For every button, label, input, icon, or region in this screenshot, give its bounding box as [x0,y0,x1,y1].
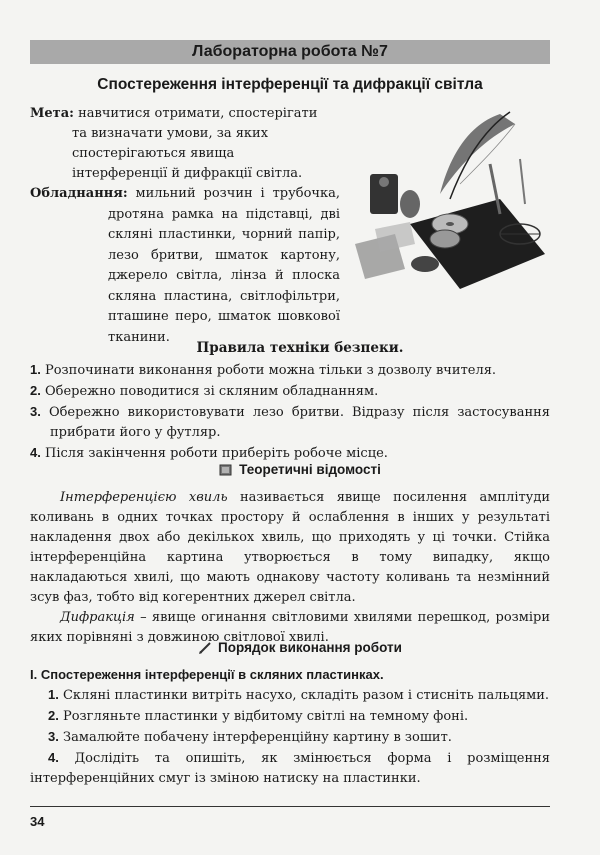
term-diffraction: Дифракція [60,610,135,625]
theory-section [30,488,550,648]
lab-title: Лабораторна робота №7 [192,43,388,60]
procedure-section [30,665,550,789]
procedure-heading: Порядок виконання роботи [218,640,402,655]
list-item: 3. Обережно використовувати лезо бритви. Відразу після застосування прибрати його у футляр. [30,404,550,440]
list-item: 2. Обережно поводитися зі скляним обладнанням. [30,383,379,399]
goal-section [30,104,330,184]
equipment-label: Обладнання: [30,186,128,201]
safety-heading: Правила техніки безпеки. [196,340,404,356]
equipment-photo [350,104,550,294]
page-number: 34 [30,814,45,829]
theory-paragraph-1: Інтерференцією хвиль називається явище посилення амплітуди коливань в одних точках простору й ослаблення в інших у результаті накладення двох або декількох хвиль, що приходять у ці точки. Стійка інтерференційна картина утворюється в тому випадку, якщо накладаються хвилі, що мають однакову частоту коливань та незмінний зсув фаз, тобто від когерентних джерел світла. [30,490,550,605]
theory-paragraph-2: Дифракція – явище огинання світловими хвилями перешкод, розміри яких порівняні з довжиною світлової хвилі. [30,610,550,645]
list-item: 3. Замалюйте побачену інтерференційну картину в зошит. [48,729,452,745]
lab-title-bar [30,40,550,64]
theory-heading-row [30,462,570,477]
procedure-section-title: I. Спостереження інтерференції в скляних пластинках. [30,667,384,682]
equipment-section [30,184,340,348]
pencil-icon [198,641,212,655]
list-item: 1. Скляні пластинки витріть насухо, складіть разом і стисніть пальцями. [48,687,550,703]
equipment-text: мильний розчин і трубочка, дротяна рамка на підставці, дві скляні пластинки, чорний папір, лезо бритви, шматок картону, джерело світла, лінза й плоска скляна пластина, світлофільтри, пташине перо, шматок шовкової тканини. [108,186,340,345]
list-item: 4. Дослідіть та опишіть, як змінюється форма і розміщення інтерференційних смуг із зміною натиску на пластинки. [30,750,550,786]
theory-heading: Теоретичні відомості [239,462,381,477]
list-item: 1. Розпочинати виконання роботи можна тільки з дозволу вчителя. [30,362,497,378]
footer-divider [30,806,550,807]
goal-label: Мета: [30,106,74,121]
goal-text: навчитися отримати, спостерігати та визначати умови, за яких спостерігаються явища інтерференції й дифракції світла. [72,106,318,181]
procedure-heading-row [30,640,570,655]
page-subtitle: Спостереження інтерференції та дифракції світла [97,76,483,93]
safety-rules-list [30,360,550,464]
book-icon [219,463,233,477]
term-interference: Інтерференцією хвиль [60,490,228,505]
list-item: 4. Після закінчення роботи приберіть робоче місце. [30,445,388,461]
list-item: 2. Розгляньте пластинки у відбитому світлі на темному фоні. [48,708,469,724]
